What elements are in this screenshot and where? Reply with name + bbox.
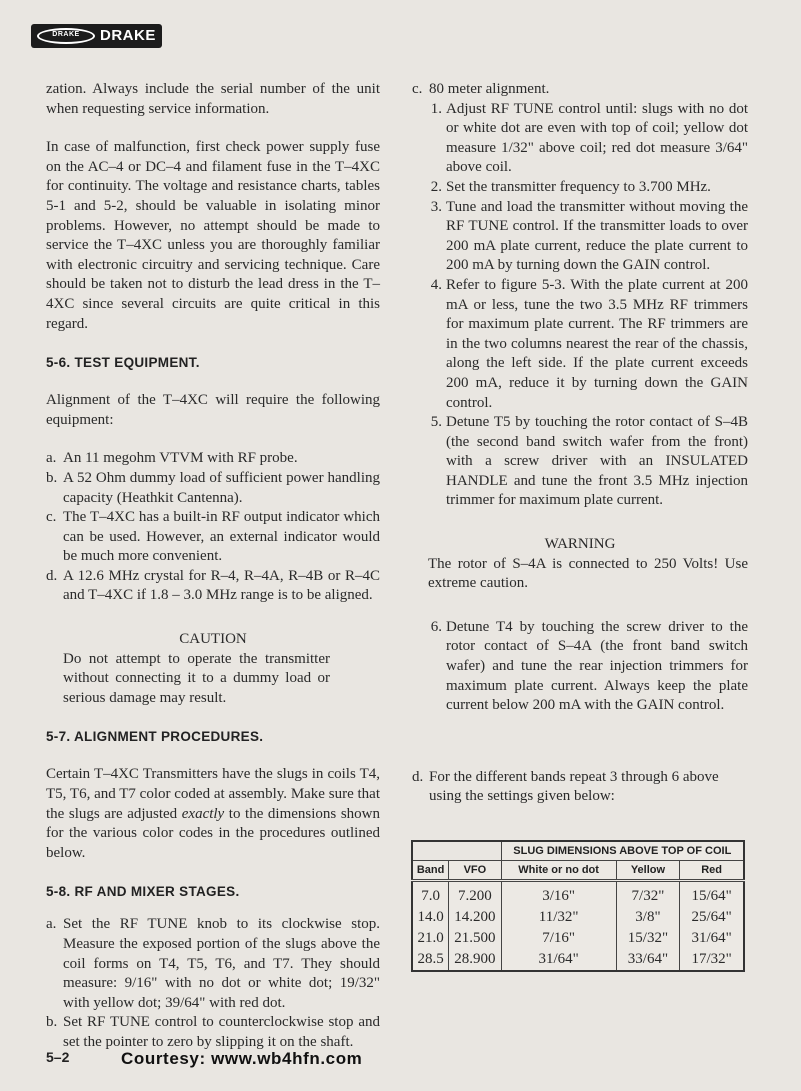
list-item: 5. Detune T5 by touching the rotor contact of S–4B (the second band switch wafer from the front) with a screw driver with an INSULATED HANDLE and tune the front 3.5 MHz injection trimmer for maximum plate current.: [430, 414, 748, 509]
paragraph-malfunction: In case of malfunction, first check power supply fuse on the AC–4 or DC–4 and filament fuse in the T–4XC for continuity. The voltage and resistance charts, tables 5-1 and 5-2, should be valuable in isolating minor problems. However, no attempt should be made to service the T–4XC unless you are thoroughly familiar with electronic circuitry and servicing technique. Care should be taken not to disturb the lead dress in the T–4XC since several circuits are quite critical in this regard.: [46, 139, 380, 332]
section-heading-rf-mixer: 5-8. RF AND MIXER STAGES.: [46, 884, 240, 900]
right-column: [412, 80, 748, 807]
table-cell: 25/64": [680, 907, 744, 928]
caution-title: CAUTION: [179, 631, 247, 648]
left-column: [46, 80, 380, 1053]
table-cell: 17/32": [680, 949, 744, 971]
table-cell: 7.200: [449, 881, 501, 908]
list-item: d. A 12.6 MHz crystal for R–4, R–4A, R–4B or R–4C and T–4XC if 1.8 – 3.0 MHz range is to be aligned.: [46, 567, 380, 604]
section-heading-alignment-procedures: 5-7. ALIGNMENT PROCEDURES.: [46, 729, 264, 745]
table-cell: 14.200: [449, 907, 501, 928]
table-cell: 15/32": [616, 928, 680, 949]
table-cell: 33/64": [616, 949, 680, 971]
list-item: b. A 52 Ohm dummy load of sufficient power handling capacity (Heathkit Cantenna).: [46, 469, 380, 506]
table-cell: 31/64": [680, 928, 744, 949]
list-item: a. An 11 megohm VTVM with RF probe.: [46, 450, 298, 467]
table-cell: 7/16": [501, 928, 616, 949]
slug-dimensions-table: [411, 840, 745, 972]
table-cell: 7.0: [412, 881, 449, 908]
list-item: b. Set RF TUNE control to counterclockwise stop and set the pointer to zero by slipping it on the shaft.: [46, 1014, 380, 1050]
list-item: 6. Detune T4 by touching the screw driver to the rotor contact of S–4A (the front band switch wafer) and tune the rear injection trimmers for maximum plate current. Always keep the plate current below 200 mA with the GAIN control.: [430, 618, 748, 714]
list-item: a. Set the RF TUNE knob to its clockwise stop. Measure the exposed portion of the slugs above the coil forms on T4, T5, T6, and T7. They should measure: 9/16" with no dot or white dot; 19/32" with yellow dot; 39/64" with red dot.: [46, 916, 380, 1011]
table-cell: 31/64": [501, 949, 616, 971]
table-cell: 14.0: [412, 907, 449, 928]
page-number: 5–2: [46, 1049, 70, 1065]
paragraph-alignment-equipment: Alignment of the T–4XC will require the following equipment:: [46, 392, 380, 428]
warning-text: The rotor of S–4A is connected to 250 Volts! Use extreme caution.: [428, 555, 748, 592]
courtesy-watermark: Courtesy: www.wb4hfn.com: [121, 1049, 363, 1068]
list-item: 1. Adjust RF TUNE control until: slugs with no dot or white dot are even with top of coil; yellow dot measure 1/32" above coil; red dot measure 3/64" above coil.: [430, 100, 748, 176]
table-cell: 21.500: [449, 928, 501, 949]
list-item: c. The T–4XC has a built-in RF output indicator which can be used. However, an external indicator would be much more convenient.: [46, 509, 380, 565]
table-row: [412, 949, 744, 971]
logo-emblem-text: DRAKE: [52, 31, 80, 38]
paragraph-serial: zation. Always include the serial number of the unit when requesting service information.: [46, 81, 380, 117]
logo-wordmark: DRAKE: [100, 27, 156, 44]
table-row: [412, 928, 744, 949]
logo-emblem: [37, 28, 95, 44]
drake-logo: [31, 24, 162, 48]
table-header: Red: [680, 861, 744, 881]
table-cell: 3/8": [616, 907, 680, 928]
table-header: Yellow: [616, 861, 680, 881]
table-group-header: SLUG DIMENSIONS ABOVE TOP OF COIL: [501, 841, 744, 861]
list-item: 2. Set the transmitter frequency to 3.700 MHz.: [430, 178, 711, 195]
section-heading-test-equipment: 5-6. TEST EQUIPMENT.: [46, 355, 200, 371]
list-item: 4. Refer to figure 5-3. With the plate current at 200 mA or less, tune the two 3.5 MHz RF trimmers for maximum plate current. The RF trimmers are in the two columns nearest the rear of the chassis, along the left side. If the plate current exceeds 200 mA, reduce it by turning down the GAIN control.: [430, 276, 748, 411]
table-cell: 21.0: [412, 928, 449, 949]
table-cell: 28.5: [412, 949, 449, 971]
table-cell: 11/32": [501, 907, 616, 928]
caution-text: Do not attempt to operate the transmitter without connecting it to a dummy load or serious damage may result.: [63, 650, 330, 706]
warning-title: WARNING: [544, 536, 616, 553]
table-header: Band: [412, 861, 449, 881]
table-cell: 28.900: [449, 949, 501, 971]
table-row: [412, 881, 744, 908]
table-header: VFO: [449, 861, 501, 881]
table-cell: 7/32": [616, 881, 680, 908]
step-group-d: d. For the different bands repeat 3 through 6 above using the settings given below:: [412, 768, 719, 805]
paragraph-color-coded: Certain T–4XC Transmitters have the slugs in coils T4, T5, T6, and T7 color coded at assembly. Make sure that the slugs are adjusted exactly to the dimensions shown for the various color codes in the procedures outlined below.: [46, 766, 380, 861]
table-cell: 15/64": [680, 881, 744, 908]
table-row: [412, 907, 744, 928]
table-cell: 3/16": [501, 881, 616, 908]
step-group-heading: c. 80 meter alignment.: [412, 81, 550, 97]
list-item: 3. Tune and load the transmitter without moving the RF TUNE control. If the transmitter loads to over 200 mA plate current, reduce the plate current to 200 mA by turning down the GAIN control.: [430, 198, 748, 274]
table-header: White or no dot: [501, 861, 616, 881]
